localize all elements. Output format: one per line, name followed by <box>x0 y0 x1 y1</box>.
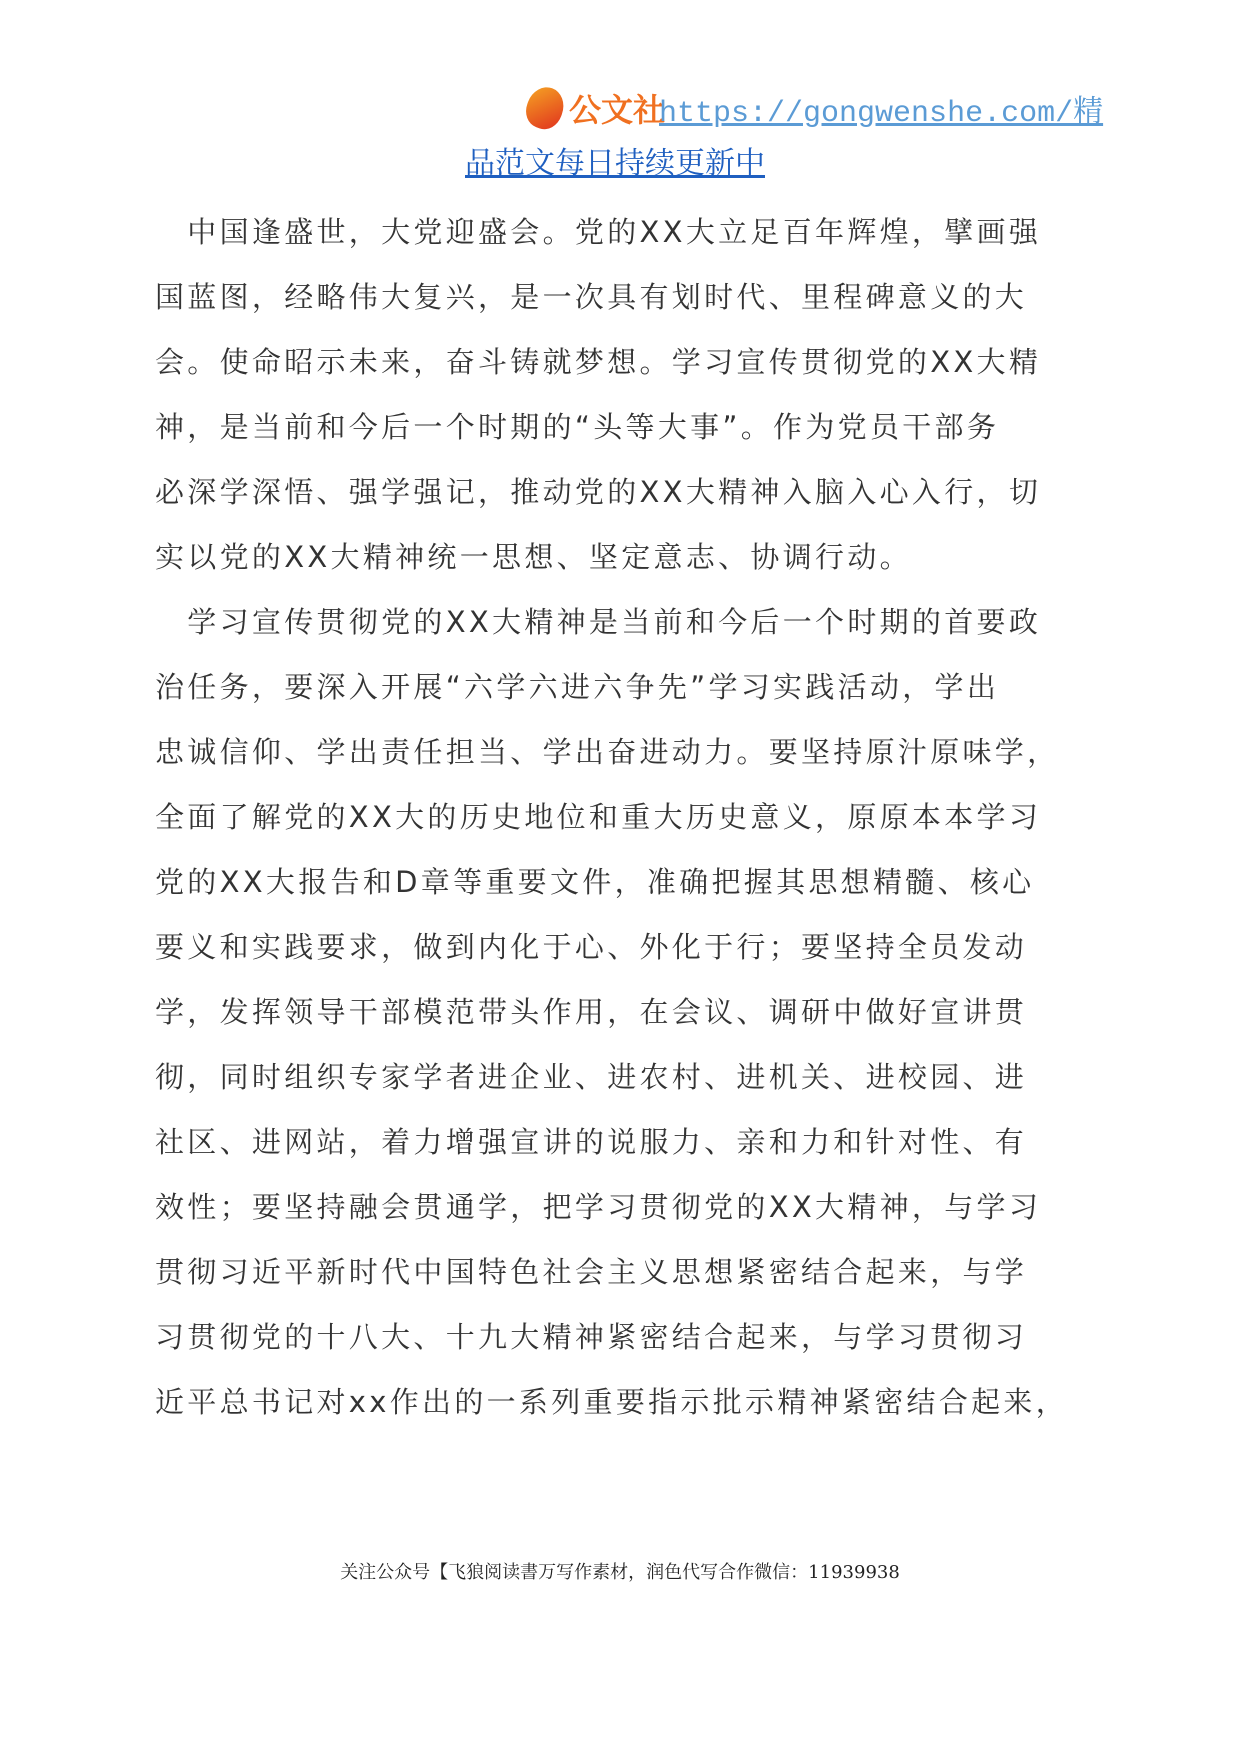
text-line: 实以党的XX大精神统一思想、坚定意志、协调行动。 <box>155 540 912 574</box>
text-line: 效性；要坚持融会贯通学，把学习贯彻党的XX大精神，与学习 <box>155 1190 1042 1224</box>
site-tagline-link[interactable]: 品范文每日持续更新中 <box>465 146 765 181</box>
text-line: 会。使命昭示未来，奋斗铸就梦想。学习宣传贯彻党的XX大精 <box>155 345 1042 379</box>
text-line: 社区、进网站，着力增强宣讲的说服力、亲和力和针对性、有 <box>155 1125 1028 1159</box>
text-line: 全面了解党的XX大的历史地位和重大历史意义，原原本本学习 <box>155 800 1042 834</box>
text-line: 治任务，要深入开展“六学六进六争先”学习实践活动，学出 <box>155 670 1000 704</box>
text-line: 要义和实践要求，做到内化于心、外化于行；要坚持全员发动 <box>155 930 1028 964</box>
body-text <box>155 210 1085 1445</box>
logo-text: 公文社 <box>569 91 666 129</box>
text-line: 学习宣传贯彻党的XX大精神是当前和今后一个时期的首要政 <box>155 605 1042 639</box>
text-line: 党的XX大报告和D章等重要文件，准确把握其思想精髓、核心 <box>155 865 1035 899</box>
header <box>527 85 1103 131</box>
text-line: 近平总书记对xx作出的一系列重要指示批示精神紧密结合起来， <box>155 1385 1069 1419</box>
logo-feather-icon <box>521 82 569 134</box>
site-link[interactable]: https://gongwenshe.com/精 <box>659 97 1104 131</box>
footer-note: 关注公众号【飞狼阅读書万写作素材，润色代写合作微信：11939938 <box>340 1562 900 1583</box>
logo <box>527 85 665 131</box>
text-line: 习贯彻党的十八大、十九大精神紧密结合起来，与学习贯彻习 <box>155 1320 1028 1354</box>
text-line: 神，是当前和今后一个时期的“头等大事”。作为党员干部务 <box>155 410 1000 444</box>
text-line: 彻，同时组织专家学者进企业、进农村、进机关、进校园、进 <box>155 1060 1028 1094</box>
text-line: 必深学深悟、强学强记，推动党的XX大精神入脑入心入行，切 <box>155 475 1042 509</box>
text-line: 中国逢盛世，大党迎盛会。党的XX大立足百年辉煌，擘画强 <box>155 215 1042 249</box>
text-line: 国蓝图，经略伟大复兴，是一次具有划时代、里程碑意义的大 <box>155 280 1028 314</box>
text-line: 忠诚信仰、学出责任担当、学出奋进动力。要坚持原汁原味学， <box>155 735 1060 769</box>
text-line: 学，发挥领导干部模范带头作用，在会议、调研中做好宣讲贯 <box>155 995 1028 1029</box>
text-line: 贯彻习近平新时代中国特色社会主义思想紧密结合起来，与学 <box>155 1255 1028 1289</box>
